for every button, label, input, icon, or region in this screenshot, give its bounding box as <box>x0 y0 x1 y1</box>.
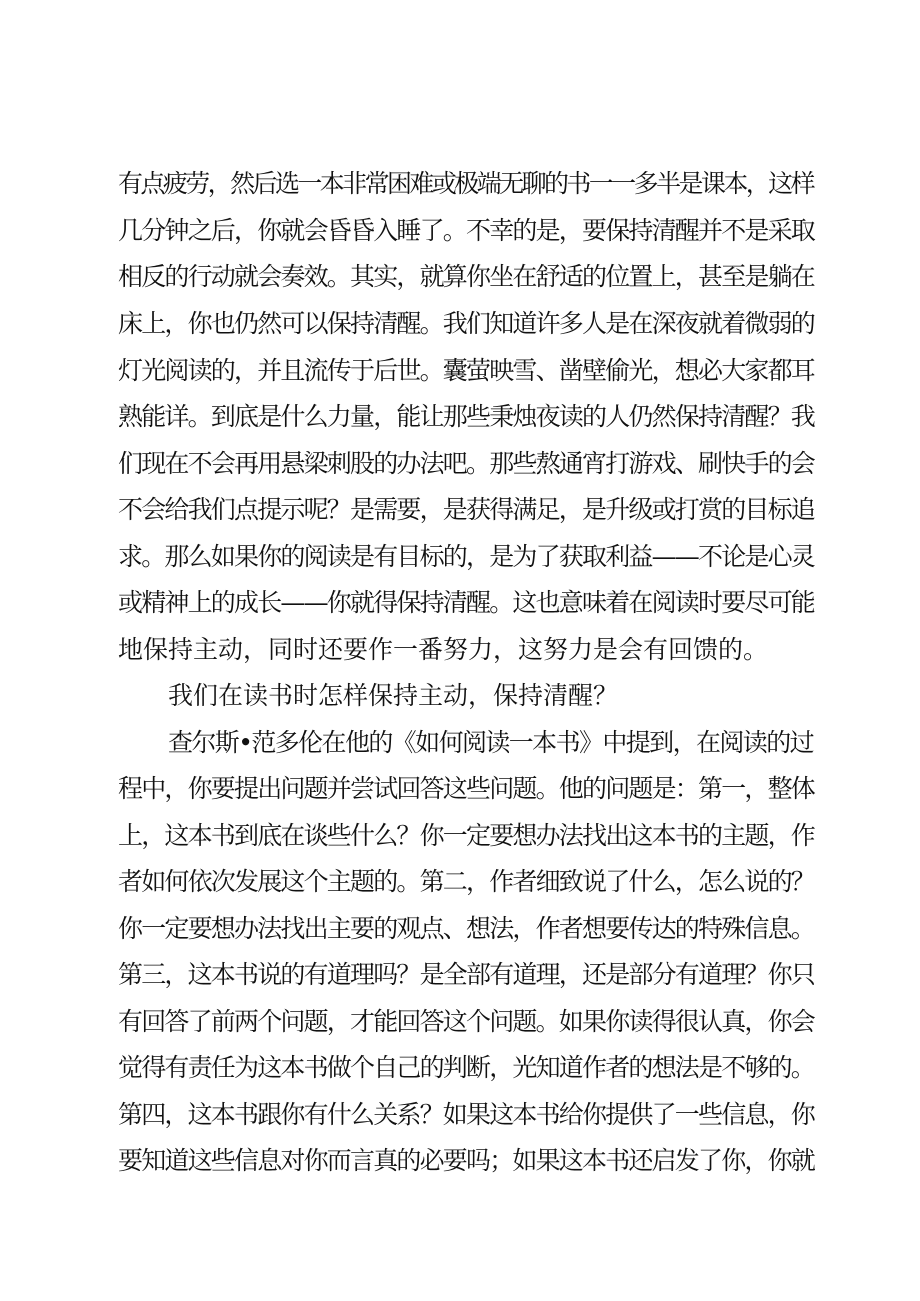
paragraph-3-line-2: 程中，你要提出问题并尝试回答这些问题。他的问题是：第一，整体 <box>118 774 815 803</box>
paragraph-1-line-6: 熟能详。到底是什么力量，能让那些秉烛夜读的人仍然保持清醒？我 <box>118 402 815 431</box>
paragraph-3-line-3: 上，这本书到底在谈些什么？你一定要想办法找出这本书的主题，作 <box>118 821 815 850</box>
paragraph-1-line-11: 地保持主动，同时还要作一番努力，这努力是会有回馈的。 <box>118 635 769 664</box>
paragraph-1-line-8: 不会给我们点提示呢？是需要，是获得满足，是升级或打赏的目标追 <box>118 495 815 524</box>
paragraph-1-line-4: 床上，你也仍然可以保持清醒。我们知道许多人是在深夜就着微弱的 <box>118 309 815 338</box>
paragraph-1-line-10: 或精神上的成长——你就得保持清醒。这也意味着在阅读时要尽可能 <box>118 588 815 617</box>
paragraph-1-line-9: 求。那么如果你的阅读是有目标的，是为了获取利益——不论是心灵 <box>118 542 815 571</box>
paragraph-3-line-1: 查尔斯•范多伦在他的《如何阅读一本书》中提到，在阅读的过 <box>168 728 813 757</box>
paragraph-1-line-2: 几分钟之后，你就会昏昏入睡了。不幸的是，要保持清醒并不是采取 <box>118 216 815 245</box>
paragraph-2-line-1: 我们在读书时怎样保持主动，保持清醒？ <box>168 681 619 710</box>
paragraph-1-line-5: 灯光阅读的，并且流传于后世。囊萤映雪、凿壁偷光，想必大家都耳 <box>118 356 815 385</box>
paragraph-3-line-5: 你一定要想办法找出主要的观点、想法，作者想要传达的特殊信息。 <box>118 914 815 943</box>
paragraph-1-line-3: 相反的行动就会奏效。其实，就算你坐在舒适的位置上，甚至是躺在 <box>118 262 815 291</box>
paragraph-3-line-6: 第三，这本书说的有道理吗？是全部有道理，还是部分有道理？你只 <box>118 960 815 989</box>
paragraph-3-line-4: 者如何依次发展这个主题的。第二，作者细致说了什么，怎么说的？ <box>118 867 815 896</box>
paragraph-3-line-9: 第四，这本书跟你有什么关系？如果这本书给你提供了一些信息，你 <box>118 1100 815 1129</box>
paragraph-3-line-8: 觉得有责任为这本书做个自己的判断，光知道作者的想法是不够的。 <box>118 1053 815 1082</box>
paragraph-3-line-10: 要知道这些信息对你而言真的必要吗；如果这本书还启发了你，你就 <box>118 1146 815 1175</box>
paragraph-1-line-7: 们现在不会再用悬梁刺股的办法吧。那些熬通宵打游戏、刷快手的会 <box>118 449 815 478</box>
paragraph-1-line-1: 有点疲劳，然后选一本非常困难或极端无聊的书一一多半是课本，这样 <box>118 169 813 198</box>
paragraph-3-line-7: 有回答了前两个问题，才能回答这个问题。如果你读得很认真，你会 <box>118 1007 815 1036</box>
